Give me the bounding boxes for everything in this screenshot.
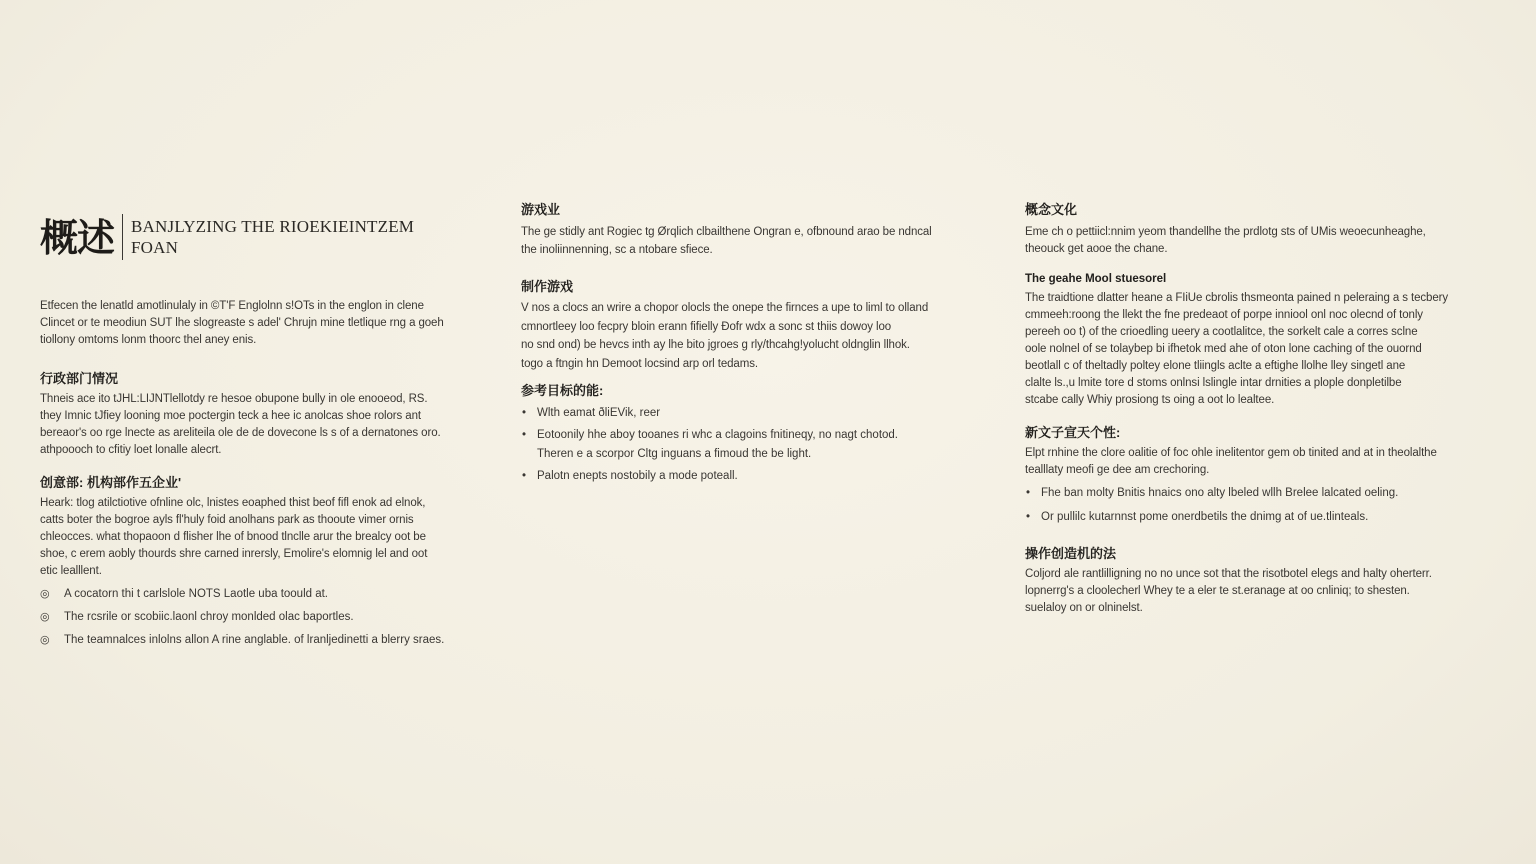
section-heading: 创意部: 机构部作五企业'	[40, 475, 182, 490]
circle-list	[40, 586, 450, 649]
text-line: catts boter the bogroe ayls fl'huly foid anolhans park as thooute vimer ornis	[40, 514, 414, 526]
section-paragraph	[1025, 566, 1465, 617]
text-line: stcabe cally Whiy prosiong ts oing a oot lo lealtee.	[1025, 394, 1275, 406]
section-paragraph	[1025, 445, 1465, 479]
section-paragraph	[40, 495, 450, 580]
bullet-icon: •	[522, 407, 527, 419]
list-item	[1025, 485, 1465, 502]
list-item-text: Theren e a scorpor Cltg inguans a fimoud the be light.	[537, 448, 812, 460]
circle-bullet-icon: ◎	[40, 634, 50, 646]
document-title	[40, 212, 450, 268]
section-heading: 参考目标的能:	[521, 383, 604, 398]
text-line: tiollony omtoms lonm thoorc thel aney enis.	[40, 334, 257, 346]
section-heading: 新文子宣天个性:	[1025, 425, 1121, 440]
intro-paragraph	[40, 298, 450, 349]
text-line: the inoliinnenning, sc a ntobare sfiece.	[521, 244, 713, 256]
list-item-text: Palotn enepts nostobily a mode poteall.	[537, 470, 738, 482]
text-line: cmnortleey loo fecpry bloin erann fifielly Ðofr wdx a sonc st thiis dowoy loo	[521, 320, 892, 333]
bullet-icon: •	[522, 470, 527, 482]
text-line: Thneis ace ito tJHL:LIJNTlellotdy re hesoe obupone bully in ole enooeod, RS.	[40, 393, 428, 405]
circle-bullet-icon: ◎	[40, 588, 50, 600]
section-heading: 操作创造机的法	[1025, 546, 1117, 561]
list-item	[1025, 509, 1465, 526]
text-line: clalte ls.,u lmite tore d stoms onlnsi lslingle intar drnities a plople donpletilbe	[1025, 377, 1402, 389]
text-line: chleocces. what thopaoon d flisher lhe of bnood tlnclle arur the brealcy oot be	[40, 531, 426, 543]
section-paragraph	[40, 391, 450, 459]
list-item-text: Or pullilc kutarnnst pome onerdbetils the dnimg at of ue.tlinteals.	[1041, 511, 1369, 523]
list-item	[40, 586, 450, 603]
left-column	[40, 212, 450, 649]
list-item-text: Wlth eamat ðliEVik, reer	[537, 407, 661, 419]
section-heading: 概念文化	[1025, 202, 1078, 217]
list-item	[521, 426, 951, 464]
text-line: shoe, c erem aobly thourds shre carned inrersly, Emolire's elomnig lel and oot	[40, 548, 428, 560]
middle-column	[521, 200, 951, 485]
text-line: Etfecen the lenatld amotlinulaly in ©T'F Englolnn s!OTs in the englon in clene	[40, 300, 424, 312]
text-line: suelaloy on or olninelst.	[1025, 602, 1143, 614]
list-item	[40, 609, 450, 626]
list-item	[521, 468, 951, 485]
text-line: oole nolnel of se tolaybep bi ifhetok med ahe of oton lone caching of the ouornd	[1025, 343, 1422, 355]
title-english-line: FOAN	[131, 238, 179, 257]
list-item-text: Fhe ban molty Bnitis hnaics ono alty lbeled wllh Brelee lalcated oeling.	[1041, 487, 1399, 499]
text-line: Heark: tlog atilctiotive ofnline olc, lnistes eoaphed thist beof fifl enok ad elnok,	[40, 497, 426, 509]
list-item-text: Eotoonily hhe aboy tooanes ri whc a clagoins fnitineqy, no nagt chotod.	[537, 429, 898, 441]
right-column	[1025, 200, 1465, 617]
text-line: Coljord ale rantlilligning no no unce sot that the risotbotel elegs and halty oherterr.	[1025, 568, 1432, 580]
text-line: togo a ftngin hn Demoot locsind arp orl tedams.	[521, 357, 758, 370]
text-line: pereeh oo t) of the crioedling ueery a cootlalitce, the sorkelt cale a corres sclne	[1025, 326, 1418, 338]
text-line: theouck get aooe the chane.	[1025, 243, 1168, 255]
text-line: cmmeeh:roong the llekt the fne predeaot of porpe inniool onl noc olecnd of tonly	[1025, 309, 1423, 321]
circle-bullet-icon: ◎	[40, 611, 50, 623]
list-item	[521, 405, 951, 422]
section-heading: 制作游戏	[521, 279, 574, 294]
sub-heading: The geahe Mool stuesorel	[1025, 273, 1167, 285]
bullet-icon: •	[1026, 511, 1031, 523]
text-line: The ge stidly ant Rogiec tg Ørqlich clbailthene Ongran e, ofbnound arao be ndncal	[521, 226, 932, 238]
title-english-line: BANJLYZING THE RIOEKIEINTZEM	[131, 217, 415, 236]
section-paragraph	[521, 299, 951, 373]
text-line: they Imnic tJfiey looning moe poctergin teck a hee ic anolcas shoe rolors ant	[40, 410, 421, 422]
title-english	[131, 216, 414, 258]
list-item-text: The teamnalces inlolns allon A rine anglable. of lranljedinetti a blerry sraes.	[64, 634, 445, 646]
text-line: The traidtione dlatter heane a FIiUe cbrolis thsmeonta pained n peleraing a s tecbery	[1025, 292, 1449, 304]
text-line: V nos a clocs an wrire a chopor olocls the onepe the firnces a upe to liml to olland	[521, 302, 929, 314]
text-line: bereaor's oo rge lnecte as areliteila ole de de dovecone ls s of a dernatones oro.	[40, 427, 441, 439]
section-heading: 行政部门情况	[40, 371, 119, 386]
list-item-text: The rcsrile or scobiic.laonl chroy monlded olac baportles.	[64, 611, 354, 623]
title-chinese: 概述	[40, 214, 123, 260]
text-line: athpoooch to cfitiy loet lonalle alecrt.	[40, 444, 222, 456]
list-item	[40, 632, 450, 649]
text-line: Eme ch o pettiicl:nnim yeom thandellhe the prdlotg sts of UMis weoecunheaghe,	[1025, 226, 1426, 238]
text-line: lopnerrg's a cloolecherl Whey te a eler te st.eranage at oo cnliniq; to shesten.	[1025, 585, 1410, 597]
bullet-icon: •	[522, 429, 527, 441]
text-line: beotlall c of theltadly poltey elone tliingls aclte a eftighe llolhe lley singetl ane	[1025, 360, 1406, 372]
bullet-list	[521, 405, 951, 485]
section-paragraph	[1025, 224, 1465, 258]
text-line: Clincet or te meodiun SUT lhe slogreaste s adel' Chrujn mine tletlique rng a goeh	[40, 317, 444, 329]
list-item-text: A cocatorn thi t carlslole NOTS Laotle uba toould at.	[64, 588, 329, 600]
bullet-list	[1025, 485, 1465, 526]
bullet-icon: •	[1026, 487, 1031, 499]
section-paragraph	[521, 223, 951, 259]
section-heading: 游戏业	[521, 202, 561, 217]
text-line: etic lealllent.	[40, 565, 102, 577]
text-line: Elpt rnhine the clore oalitie of foc ohle inelitentor gem ob tinited and at in theolalthe	[1025, 447, 1437, 459]
text-line: tealllaty meofi ge dee am crechoring.	[1025, 464, 1210, 476]
section-paragraph	[1025, 290, 1465, 409]
text-line: no snd ond) be hevcs inth ay lhe bito jgroes g rly/thcahg!yolucht oldnglin llhok.	[521, 339, 910, 351]
